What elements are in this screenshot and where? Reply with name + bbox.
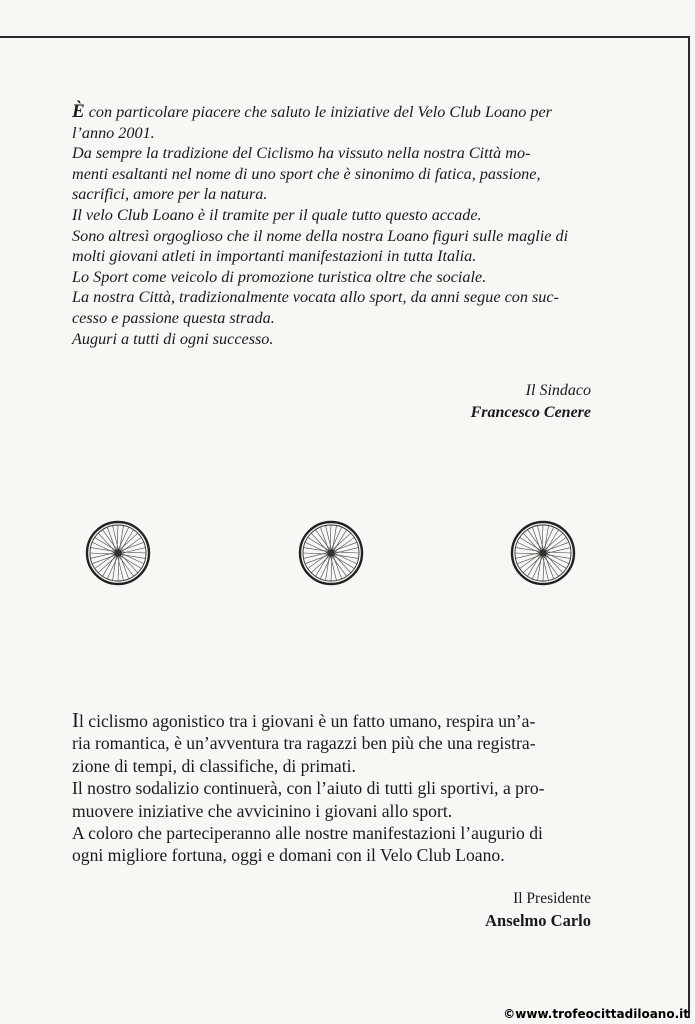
mayor-letter-line-10: cesso e passione questa strada. bbox=[72, 308, 275, 327]
mayor-letter-line-6: Sono altresì orgoglioso che il nome della nostra Loano figuri sulle maglie di bbox=[72, 226, 569, 245]
president-letter-line-4: muovere iniziative che avvicinino i giovani allo sport. bbox=[72, 800, 453, 821]
signature-role: Il Presidente bbox=[513, 890, 591, 907]
president-letter-line-0: Il ciclismo agonistico tra i giovani è un fatto umano, respira un’a- bbox=[72, 708, 536, 732]
drop-cap: È bbox=[72, 101, 85, 122]
signature-role: Il Sindaco bbox=[525, 382, 591, 399]
mayor-letter-line-1: l’anno 2001. bbox=[72, 123, 155, 142]
bicycle-wheel-icon bbox=[85, 520, 151, 586]
mayor-letter-line-9: La nostra Città, tradizionalmente vocata allo sport, da anni segue con suc- bbox=[72, 288, 559, 307]
president-letter-line-5: A coloro che parteciperanno alle nostre manifestazioni l’augurio di bbox=[72, 823, 543, 844]
president-letter-line-3: Il nostro sodalizio continuerà, con l’aiuto di tutti gli sportivi, a pro- bbox=[72, 778, 545, 799]
mayor-letter-line-0: È con particolare piacere che saluto le iniziative del Velo Club Loano per bbox=[72, 101, 552, 122]
bicycle-wheel-icon bbox=[510, 520, 576, 586]
signature-name: Anselmo Carlo bbox=[485, 911, 591, 930]
president-letter bbox=[72, 709, 597, 867]
mayor-letter bbox=[72, 102, 594, 349]
president-letter-line-6: ogni migliore fortuna, oggi e domani con il Velo Club Loano. bbox=[72, 845, 505, 866]
mayor-letter-line-7: molti giovani atleti in importanti manifestazioni in tutta Italia. bbox=[72, 247, 477, 266]
signature-name: Francesco Cenere bbox=[470, 404, 591, 421]
bicycle-wheel-icon bbox=[298, 520, 364, 586]
mayor-letter-line-4: sacrifici, amore per la natura. bbox=[72, 185, 268, 204]
mayor-letter-line-8: Lo Sport come veicolo di promozione turistica oltre che sociale. bbox=[72, 267, 487, 286]
mayor-letter-line-5: Il velo Club Loano è il tramite per il quale tutto questo accade. bbox=[72, 205, 482, 224]
president-signature bbox=[485, 888, 591, 932]
show-through-text bbox=[41, 640, 51, 685]
president-letter-line-1: ria romantica, è un’avventura tra ragazzi ben più che una registra- bbox=[72, 733, 536, 754]
mayor-letter-line-11: Auguri a tutti di ogni successo. bbox=[72, 329, 274, 348]
mayor-signature bbox=[471, 380, 591, 424]
president-letter-line-2: zione di tempi, di classifiche, di primati. bbox=[72, 755, 356, 776]
drop-cap: I bbox=[72, 708, 79, 732]
website-watermark: ©www.trofeocittadiloano.it bbox=[503, 1007, 689, 1021]
mayor-letter-line-2: Da sempre la tradizione del Ciclismo ha vissuto nella nostra Città mo- bbox=[72, 144, 531, 163]
mayor-letter-line-3: menti esaltanti nel nome di uno sport che è sinonimo di fatica, passione, bbox=[72, 164, 541, 183]
